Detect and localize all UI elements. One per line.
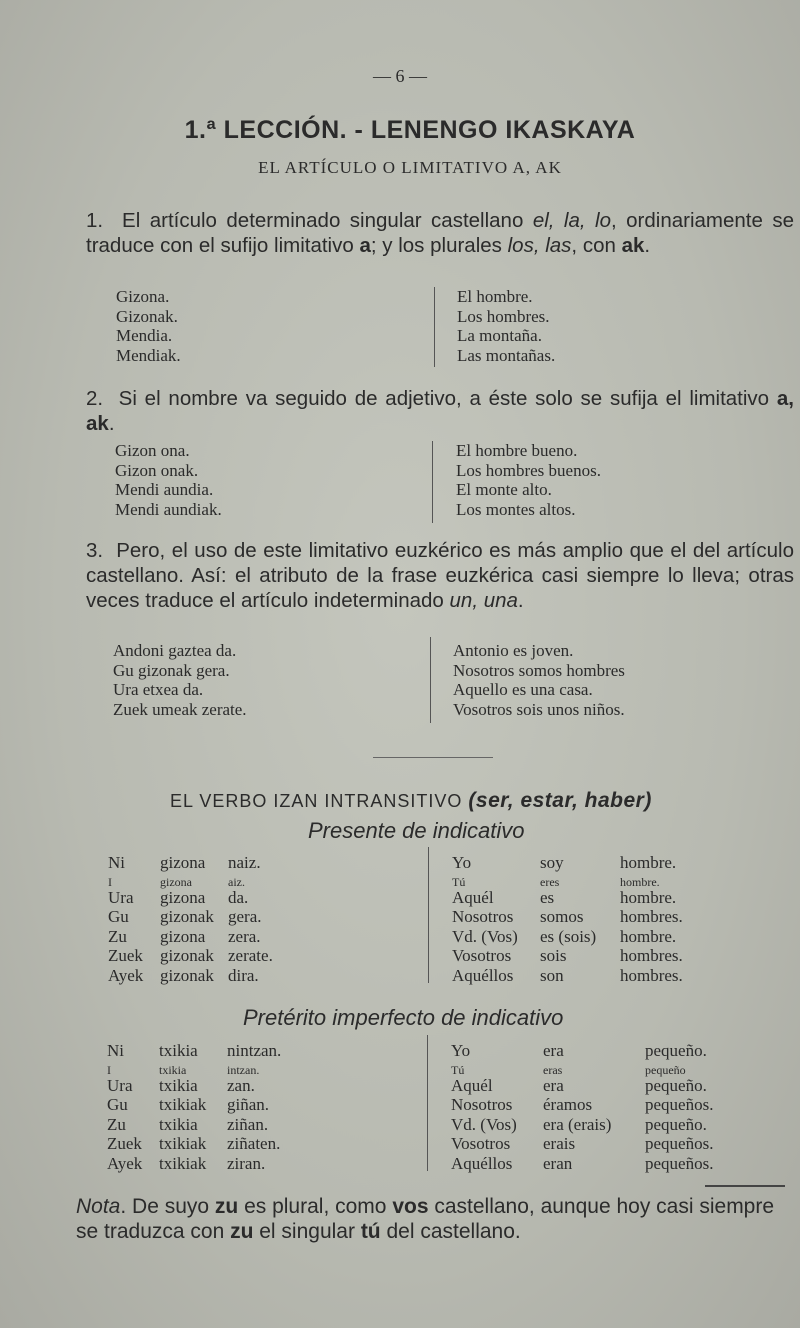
verb-form: gera. — [228, 907, 262, 926]
euskara-column — [113, 641, 247, 719]
example-table-3 — [113, 641, 733, 723]
tense-title-present: Presente de indicativo — [308, 818, 525, 843]
example-spanish: Los hombres. — [457, 306, 550, 326]
pronoun: Gu — [107, 1095, 128, 1114]
example-spanish: El monte alto. — [456, 480, 552, 499]
verb-form: ziran. — [227, 1153, 266, 1173]
verb-form: ziñan. — [227, 1114, 269, 1134]
verb-form: pequeños. — [645, 1134, 714, 1153]
predicate: txikiak — [159, 1134, 207, 1153]
predicate: sois — [540, 946, 567, 965]
tense-title-imperfect: Pretérito imperfecto de indicativo — [243, 1005, 564, 1030]
verb-form: pequeño. — [645, 1041, 707, 1060]
spanish-column — [456, 441, 601, 519]
predicate: era — [543, 1075, 564, 1095]
example-euskara: Mendia. — [116, 326, 173, 345]
lesson-title: 1.ª LECCIÓN. - LENENGO IKASKAYA — [184, 116, 636, 144]
verb-form: pequeño. — [645, 1075, 707, 1095]
verb-form: intzan. — [227, 1062, 260, 1077]
pronoun: Gu — [108, 907, 129, 926]
pronoun: Nosotros — [451, 1095, 513, 1114]
pronoun: Aquéllos — [452, 965, 514, 985]
predicate: txikiak — [159, 1153, 207, 1173]
predicate: gizonak — [160, 946, 214, 965]
pronoun: Aquéllos — [451, 1153, 513, 1173]
verb-form: hombre. — [620, 926, 677, 946]
pronoun: Vd. (Vos) — [451, 1114, 517, 1134]
predicate: gizona — [160, 887, 206, 907]
text: zu — [214, 1195, 239, 1218]
predicate: es (sois) — [540, 926, 597, 946]
text: un, una — [449, 589, 518, 612]
text: el, la, lo — [532, 209, 611, 232]
text: ak — [621, 234, 645, 257]
verb-form: pequeños. — [645, 1153, 714, 1173]
column-divider — [430, 637, 431, 723]
text: . — [644, 234, 651, 257]
predicate: erais — [543, 1134, 576, 1153]
predicate: eras — [543, 1062, 563, 1077]
paragraph-2 — [86, 386, 794, 436]
pronoun: Ura — [108, 887, 134, 907]
spanish-column — [453, 641, 625, 719]
verb-heading-label: EL VERBO IZAN INTRANSITIVO — [170, 791, 463, 811]
pronoun: Ayek — [107, 1153, 143, 1173]
predicate: txikia — [159, 1114, 198, 1134]
verb-form: hombre. — [620, 874, 660, 889]
text: del castellano. — [380, 1220, 521, 1243]
example-spanish: La montaña. — [457, 326, 542, 345]
example-euskara: Mendi aundia. — [115, 480, 214, 499]
example-spanish: Antonio es joven. — [453, 641, 574, 660]
text: El artículo determinado singular castellano — [122, 209, 533, 232]
text: el singular — [253, 1220, 361, 1243]
pronoun: Ayek — [108, 965, 144, 985]
verb-form: aiz. — [228, 874, 245, 889]
predicate: gizonak — [160, 965, 214, 985]
note-label: Nota — [76, 1195, 121, 1218]
conjugation-table-present — [108, 853, 708, 993]
predicate: son — [540, 965, 564, 985]
example-spanish: Los montes altos. — [456, 499, 576, 519]
text: a, ak — [86, 387, 794, 435]
paragraph-number: 1. — [86, 209, 104, 232]
column-divider — [432, 441, 433, 523]
predicate: somos — [540, 907, 584, 926]
pronoun: I — [107, 1062, 111, 1077]
pronoun: Nosotros — [452, 907, 514, 926]
verb-form: hombre. — [620, 853, 677, 872]
predicate: gizona — [160, 853, 206, 872]
predicate: txikiak — [159, 1095, 207, 1114]
paragraph-3 — [86, 538, 794, 613]
predicate: era (erais) — [543, 1114, 612, 1134]
text: . — [108, 412, 115, 435]
example-spanish: Aquello es una casa. — [453, 680, 593, 699]
example-spanish: Vosotros sois unos niños. — [453, 699, 625, 719]
text: los, las — [507, 234, 572, 257]
pronoun: Zu — [107, 1114, 126, 1134]
paragraph-1 — [86, 208, 794, 258]
lesson-subtitle: EL ARTÍCULO O LIMITATIVO A, AK — [258, 158, 562, 177]
text: tú — [360, 1220, 381, 1243]
pronoun: Tú — [452, 874, 466, 889]
verb-form: hombres. — [620, 907, 683, 926]
example-euskara: Gizona. — [116, 287, 170, 306]
verb-form: pequeño. — [645, 1114, 707, 1134]
pronoun: I — [108, 874, 112, 889]
decorative-rule — [705, 1185, 785, 1187]
pronoun: Yo — [452, 853, 472, 872]
verb-form: zera. — [228, 926, 261, 946]
pronoun: Tú — [451, 1062, 465, 1077]
verb-form: pequeño — [645, 1062, 686, 1077]
text: , ordinariamente se traduce con el sufijo limitativo — [86, 209, 794, 257]
pronoun: Aquél — [452, 887, 494, 907]
pronoun: Ura — [107, 1075, 133, 1095]
text: zu — [230, 1220, 254, 1243]
text: es plural, como — [238, 1195, 393, 1218]
example-euskara: Mendiak. — [116, 345, 181, 365]
verb-form: da. — [228, 887, 249, 907]
example-spanish: Los hombres buenos. — [456, 460, 601, 480]
predicate: es — [540, 887, 555, 907]
section-divider — [373, 757, 493, 758]
column-divider — [427, 1035, 428, 1171]
example-euskara: Zuek umeak zerate. — [113, 699, 247, 719]
verb-form: zerate. — [228, 946, 273, 965]
pronoun: Zuek — [107, 1134, 142, 1153]
pronoun: Ni — [107, 1041, 124, 1060]
page-number: — 6 — — [373, 66, 427, 86]
predicate: txikia — [159, 1041, 198, 1060]
example-euskara: Gizon onak. — [115, 460, 199, 480]
column-divider — [434, 287, 435, 367]
text: castellano, aunque hoy casi siempre se traduzca con — [76, 1195, 775, 1243]
euskara-column — [115, 441, 222, 519]
pronoun: Aquél — [451, 1075, 493, 1095]
predicate: eres — [540, 874, 560, 889]
text: , con — [571, 234, 622, 257]
predicate: txikia — [159, 1075, 198, 1095]
verb-heading — [170, 789, 652, 813]
verb-form: hombres. — [620, 946, 683, 965]
text: ; y los plurales — [370, 234, 508, 257]
predicate: gizona — [160, 926, 206, 946]
example-euskara: Ura etxea da. — [113, 680, 204, 699]
text: vos — [392, 1195, 429, 1218]
predicate: éramos — [543, 1095, 593, 1114]
verb-form: naiz. — [228, 853, 261, 872]
pronoun: Vd. (Vos) — [452, 926, 518, 946]
text: . — [517, 589, 524, 612]
verb-form: hombre. — [620, 887, 677, 907]
predicate: txikia — [159, 1062, 187, 1077]
example-table-1 — [116, 287, 716, 367]
text: Pero, el uso de este limitativo euzkérico es más amplio que el del artículo castellano. Así: el atributo de la frase euzkérica casi siempre lo lleva; otras veces traduce el artículo indeterminado — [86, 539, 794, 612]
example-euskara: Mendi aundiak. — [115, 499, 222, 519]
verb-form: ziñaten. — [227, 1134, 281, 1153]
spanish-column — [457, 287, 555, 365]
note-paragraph — [76, 1194, 800, 1244]
pronoun: Vosotros — [452, 946, 512, 965]
example-spanish: El hombre bueno. — [456, 441, 578, 460]
verb-form: nintzan. — [227, 1041, 282, 1060]
example-spanish: Las montañas. — [457, 345, 556, 365]
text: a — [359, 234, 371, 257]
paragraph-number: 3. — [86, 539, 104, 562]
pronoun: Ni — [108, 853, 125, 872]
verb-form: hombres. — [620, 965, 683, 985]
example-euskara: Gizon ona. — [115, 441, 190, 460]
verb-heading-gloss: (ser, estar, haber) — [468, 789, 652, 812]
pronoun: Vosotros — [451, 1134, 511, 1153]
pronoun: Zu — [108, 926, 127, 946]
paragraph-number: 2. — [86, 387, 104, 410]
pronoun: Yo — [451, 1041, 471, 1060]
example-euskara: Andoni gaztea da. — [113, 641, 237, 660]
example-spanish: El hombre. — [457, 287, 533, 306]
text: Si el nombre va seguido de adjetivo, a éste solo se sufija el limitativo — [118, 387, 777, 410]
euskara-column — [116, 287, 181, 365]
predicate: gizonak — [160, 907, 214, 926]
example-table-2 — [115, 441, 715, 523]
column-divider — [428, 847, 429, 983]
predicate: gizona — [160, 874, 192, 889]
example-euskara: Gizonak. — [116, 306, 178, 326]
text: . De suyo — [120, 1195, 215, 1218]
verb-form: zan. — [227, 1075, 255, 1095]
verb-form: pequeños. — [645, 1095, 714, 1114]
example-euskara: Gu gizonak gera. — [113, 660, 230, 680]
conjugation-table-imperfect — [107, 1041, 747, 1181]
predicate: eran — [543, 1153, 573, 1173]
predicate: era — [543, 1041, 564, 1060]
example-spanish: Nosotros somos hombres — [453, 660, 625, 680]
verb-form: giñan. — [227, 1095, 270, 1114]
predicate: soy — [540, 853, 564, 872]
pronoun: Zuek — [108, 946, 143, 965]
verb-form: dira. — [228, 965, 259, 985]
